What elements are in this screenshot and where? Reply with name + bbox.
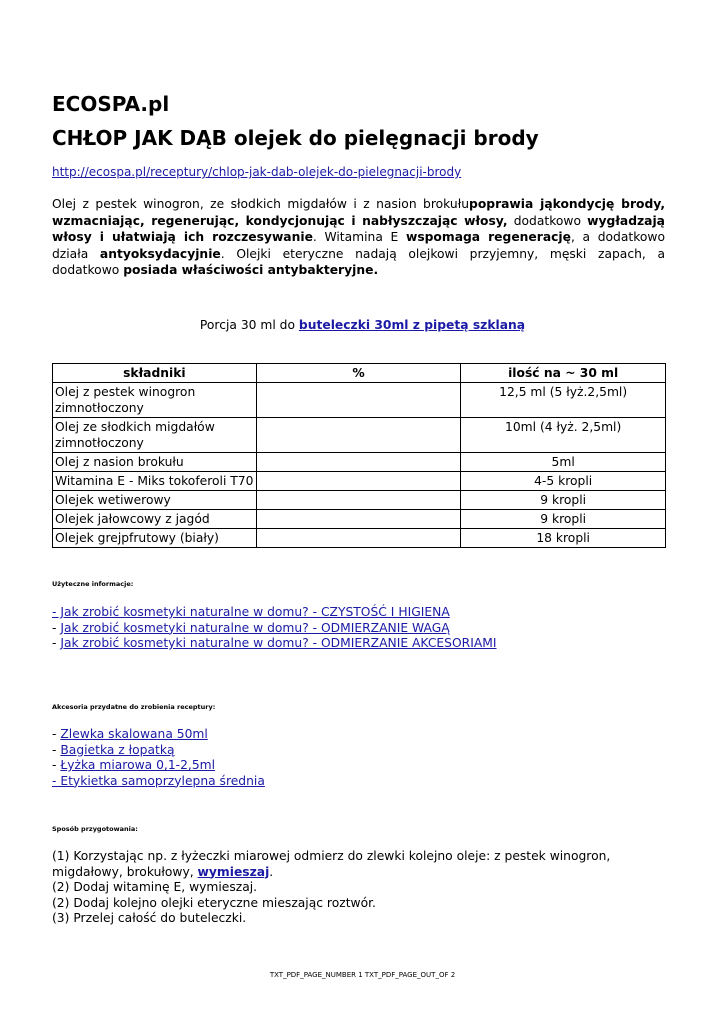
ingredient-name-cell: Olejek grejpfrutowy (biały) [53,529,257,548]
column-header-ingredients: składniki [53,364,257,383]
bottle-link[interactable]: buteleczki 30ml z pipetą szklaną [298,318,526,332]
amount-cell: 10ml (4 łyż. 2,5ml) [461,418,666,453]
ingredients-table-body [53,383,666,548]
useful-info-link[interactable]: Jak zrobić kosmetyki naturalne w domu? - ODMIERZANIE AKCESORIAMI [60,636,497,650]
table-row [53,453,666,472]
accessories-links [52,727,265,789]
ingredients-table [52,363,666,548]
intro-paragraph [52,196,665,279]
intro-bold-run: wspomaga regenerację [405,230,571,244]
portion-prefix: Porcja 30 ml do [199,318,299,332]
list-item [52,621,496,637]
list-bullet: - [52,758,61,772]
step1-text: (1) Korzystając np. z łyżeczki miarowej odmierz do zlewki kolejno oleje: z pestek winogron, migdałowy, brokułowy, [52,849,611,879]
accessory-link[interactable]: Łyżka miarowa 0,1-2,5ml [60,758,216,772]
step1-end: . [269,864,274,879]
useful-info-link[interactable]: Jak zrobić kosmetyki naturalne w domu? - ODMIERZANIE WAGĄ [60,620,450,635]
table-row [53,418,666,453]
preparation-steps [52,849,665,927]
ingredient-name-cell: Witamina E - Miks tokoferoli T70 [53,472,257,491]
recipe-title: CHŁOP JAK DĄB olejek do pielęgnacji brody [52,126,539,150]
list-item [52,605,496,621]
list-bullet: - [52,742,61,757]
step-item [52,849,665,880]
list-item [52,758,265,774]
amount-cell: 18 kropli [461,529,666,548]
step-item: (3) Przelej całość do buteleczki. [52,911,247,925]
recipe-url-link[interactable]: http://ecospa.pl/receptury/chlop-jak-dab-olejek-do-pielegnacji-brody [52,165,462,179]
percent-cell [256,453,461,472]
amount-cell: 9 kropli [461,491,666,510]
intro-text-run: dodatkowo [507,213,588,228]
column-header-amount: ilość na ~ 30 ml [461,364,666,383]
table-row [53,472,666,491]
table-row [53,491,666,510]
ingredient-name-cell: Olej z pestek winogron zimnotłoczony [53,383,257,418]
percent-cell [256,383,461,418]
percent-cell [256,491,461,510]
accessories-heading: Akcesoria przydatne do zrobienia receptury: [52,703,216,711]
site-name: ECOSPA.pl [52,92,170,116]
list-item [52,727,265,743]
useful-info-heading: Użyteczne informacje: [52,580,134,588]
portion-line [0,318,725,332]
list-item [52,636,496,652]
step-item: (2) Dodaj kolejno olejki eteryczne mieszając roztwór. [52,895,376,910]
preparation-heading: Sposób przygotowania: [52,825,138,833]
list-item [52,743,265,759]
intro-bold-run: wygładzają włosy i ułatwiają ich rozczesywanie [52,213,665,244]
intro-text-run: . Olejki eteryczne nadają olejkowi przyjemny, męski zapach, a dodatkowo [52,246,665,277]
percent-cell [256,418,461,453]
page-footer: TXT_PDF_PAGE_NUMBER 1 TXT_PDF_PAGE_OUT_OF 2 [269,971,456,979]
ingredient-name-cell: Olej ze słodkich migdałów zimnotłoczony [53,418,257,453]
intro-bold-run: posiada właściwości antybakteryjne. [123,263,379,277]
table-row [53,383,666,418]
percent-cell [256,510,461,529]
useful-info-links [52,605,496,652]
table-row [53,510,666,529]
table-row [53,529,666,548]
ingredient-name-cell: Olejek jałowcowy z jagód [53,510,257,529]
accessory-link[interactable]: Zlewka skalowana 50ml [60,727,208,741]
amount-cell: 12,5 ml (5 łyż.2,5ml) [461,383,666,418]
step-item: (2) Dodaj witaminę E, wymieszaj. [52,880,258,894]
intro-bold-run: antyoksydacyjnie [99,246,221,261]
useful-info-link[interactable]: - Jak zrobić kosmetyki naturalne w domu? - CZYSTOŚĆ I HIGIENA [52,605,450,619]
accessory-link[interactable]: - Etykietka samoprzylepna średnia [52,773,265,788]
list-bullet: - [52,620,61,635]
mix-link[interactable]: wymieszaj [197,864,270,879]
amount-cell: 5ml [461,453,666,472]
percent-cell [256,472,461,491]
list-bullet: - [52,727,61,741]
intro-text-run: Olej z pestek winogron, ze słodkich migdałów i z nasion brokułu [52,197,470,211]
amount-cell: 4-5 kropli [461,472,666,491]
table-header-row [53,364,666,383]
list-item [52,774,265,790]
column-header-percent: % [256,364,461,383]
intro-bold-run: poprawia jąkondycję brody, wzmacniając, regenerując, kondycjonując i nabłyszczając włosy, [52,197,665,228]
accessory-link[interactable]: Bagietka z łopatką [60,742,175,757]
percent-cell [256,529,461,548]
list-bullet: - [52,636,61,650]
ingredient-name-cell: Olej z nasion brokułu [53,453,257,472]
intro-text-run: . Witamina E [312,230,406,244]
amount-cell: 9 kropli [461,510,666,529]
intro-text-run: , a dodatkowo działa [52,230,665,261]
ingredient-name-cell: Olejek wetiwerowy [53,491,257,510]
